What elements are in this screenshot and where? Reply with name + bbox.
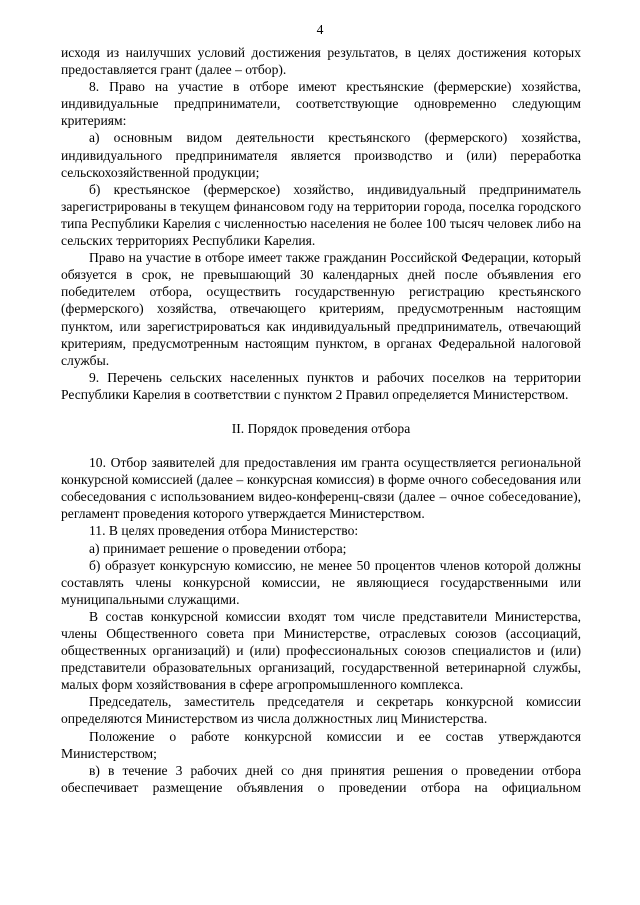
paragraph-item-11-v: в) в течение 3 рабочих дней со дня принятия решения о проведении отбора обеспечивает размещение объявления о проведении отбора на официальном	[61, 762, 581, 795]
paragraph-commission-officers: Председатель, заместитель председателя и секретарь конкурсной комиссии определяются Министерством из числа должностных лиц Министерства.	[61, 694, 581, 727]
paragraph-criterion-b: б) крестьянское (фермерское) хозяйство, индивидуальный предприниматель зарегистрированы в текущем финансовом году на территории города, поселка городского типа Республики Карелия с численностью населения не более 100 тысяч человек либо на сельских территориях Республики Карелия.	[61, 181, 581, 249]
document-body	[61, 44, 581, 796]
paragraph-item-10: 10. Отбор заявителей для предоставления им гранта осуществляется региональной конкурсной комиссией (далее – конкурсная комиссия) в форме очного собеседования или собеседования с использованием видео-конференц-связи (далее – очное собеседование), регламент проведения которого утверждается Министерством.	[61, 455, 581, 522]
paragraph-commission-composition: В состав конкурсной комиссии входят том числе представители Министерства, члены Общественного совета при Министерстве, отраслевых союзов (ассоциаций, общественных организаций) и (или) профессиональных союзов специалистов и (или) представители образовательных организаций, государственной ветеринарной службы, малых форм хозяйствования в сфере агропромышленного комплекса.	[61, 608, 581, 693]
paragraph-criterion-a: а) основным видом деятельности крестьянского (фермерского) хозяйства, индивидуального предпринимателя является производство и (или) переработка сельскохозяйственной продукции;	[61, 130, 581, 180]
paragraph-item-11: 11. В целях проведения отбора Министерство:	[89, 523, 359, 539]
paragraph-item-8: 8. Право на участие в отборе имеют крестьянские (фермерские) хозяйства, индивидуальные предприниматели, соответствующие одновременно следующим критериям:	[61, 79, 581, 129]
paragraph-item-11-b: б) образует конкурсную комиссию, не менее 50 процентов членов которой должны составлять члены конкурсной комиссии, не являющиеся государственными или муниципальными служащими.	[61, 557, 581, 607]
section-heading: II. Порядок проведения отбора	[231, 420, 411, 436]
paragraph-item-9: 9. Перечень сельских населенных пунктов и рабочих поселков на территории Республики Карелия в соответствии с пунктом 2 Правил определяется Министерством.	[61, 369, 581, 402]
paragraph-item-11-a: а) принимает решение о проведении отбора;	[89, 540, 347, 556]
page-number: 4	[316, 22, 324, 37]
paragraph-continuation: исходя из наилучших условий достижения результатов, в целях достижения которых предоставляется грант (далее – отбор).	[61, 45, 581, 78]
paragraph-citizen-right: Право на участие в отборе имеет также гражданин Российской Федерации, который обязуется в срок, не превышающий 30 календарных дней после объявления его победителем отбора, осуществить государственную регистрацию крестьянского (фермерского) хозяйства, отвечающего критериям, предусмотренным настоящим пунктом, или зарегистрироваться как индивидуальный предприниматель, отвечающий критериям, предусмотренным настоящим пунктом, в органах Федеральной налоговой службы.	[61, 250, 581, 368]
paragraph-commission-regulation: Положение о работе конкурсной комиссии и ее состав утверждаются Министерством;	[61, 728, 581, 761]
